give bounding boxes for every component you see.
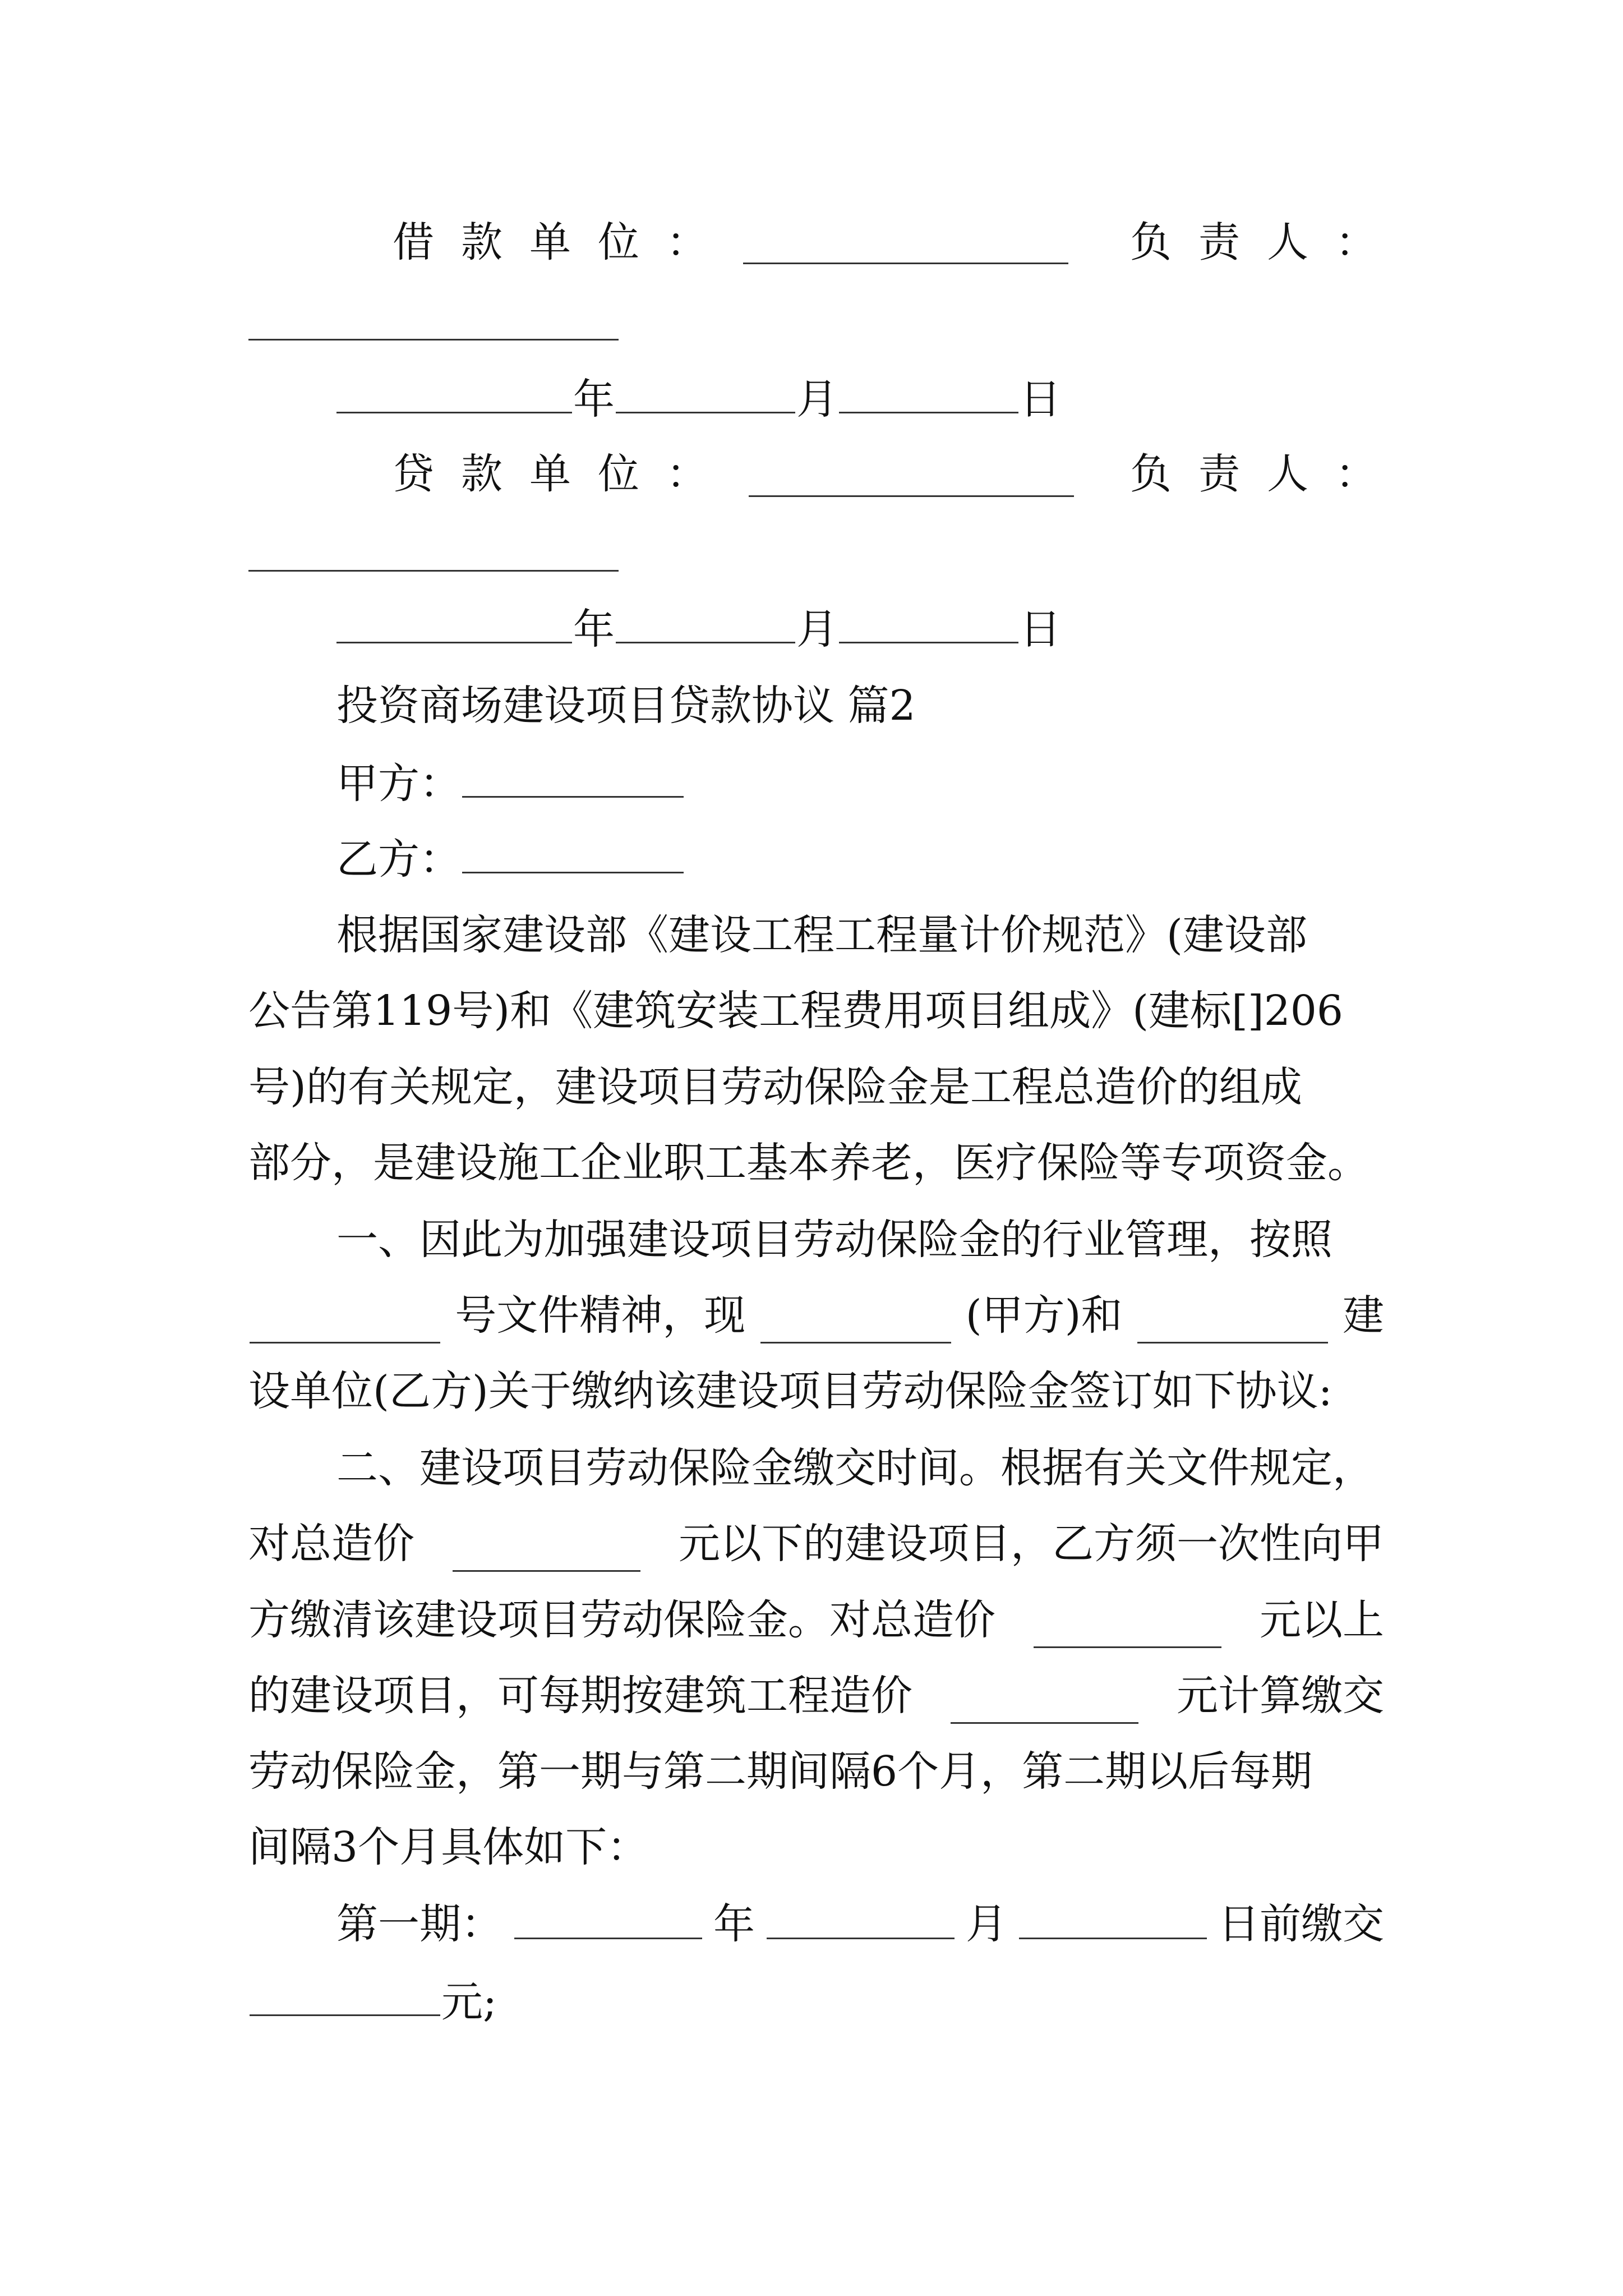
- para3-line-1: 二、建设项目劳动保险金缴交时间。根据有关文件规定，: [336, 1444, 1374, 1492]
- para3-line-4: 的建设项目，可每期按建筑工程造价 元计算缴交: [248, 1668, 1384, 1724]
- para1-line-3: 号)的有关规定，建设项目劳动保险金是工程总造价的组成: [248, 1063, 1302, 1111]
- lender-resp-blank: [248, 570, 619, 572]
- para3-line-6: 间隔3个月具体如下：: [248, 1823, 649, 1871]
- period1-line: 第一期： 年 月 日前缴交: [336, 1896, 1384, 1952]
- party-b-line: 乙方：: [336, 830, 685, 887]
- para3-line-5: 劳动保险金，第一期与第二期间隔6个月，第二期以后每期: [248, 1747, 1313, 1796]
- period1-amount-line: 元;: [248, 1973, 497, 2030]
- borrower-blank: [743, 263, 1068, 264]
- borrower-label: 借款单位：: [393, 218, 735, 266]
- party-a-line: 甲方：: [336, 754, 685, 812]
- para2-line-3: 设单位(乙方)关于缴纳该建设项目劳动保险金签订如下协议:: [248, 1367, 1332, 1415]
- sig1-date: 年 月 日: [335, 370, 1061, 427]
- sig2-date: 年 月 日: [335, 600, 1061, 657]
- para2-line-1: 一、因此为加强建设项目劳动保险金的行业管理，按照: [336, 1216, 1332, 1264]
- para3-line-2: 对总造价 元以下的建设项目，乙方须一次性向甲: [248, 1516, 1384, 1572]
- para2-line-2: 号文件精神，现 (甲方)和 建: [248, 1287, 1384, 1343]
- para1-line-4: 部分，是建设施工企业职工基本养老，医疗保险等专项资金。: [248, 1139, 1369, 1187]
- borrower-resp-blank: [248, 339, 619, 341]
- para3-line-3: 方缴清该建设项目劳动保险金。对总造价 元以上: [248, 1592, 1384, 1648]
- section-heading: 投资商场建设项目贷款协议 篇2: [336, 682, 916, 730]
- borrower-resp-label: 负责人：: [1130, 218, 1404, 266]
- para1-line-1: 根据国家建设部《建设工程工程量计价规范》(建设部: [336, 911, 1307, 959]
- lender-label: 贷款单位：: [393, 450, 735, 498]
- para1-line-2: 公告第119号)和《建筑安装工程费用项目组成》(建标[]206: [248, 987, 1343, 1035]
- lender-resp-label: 负责人：: [1130, 450, 1404, 498]
- lender-blank: [749, 495, 1074, 497]
